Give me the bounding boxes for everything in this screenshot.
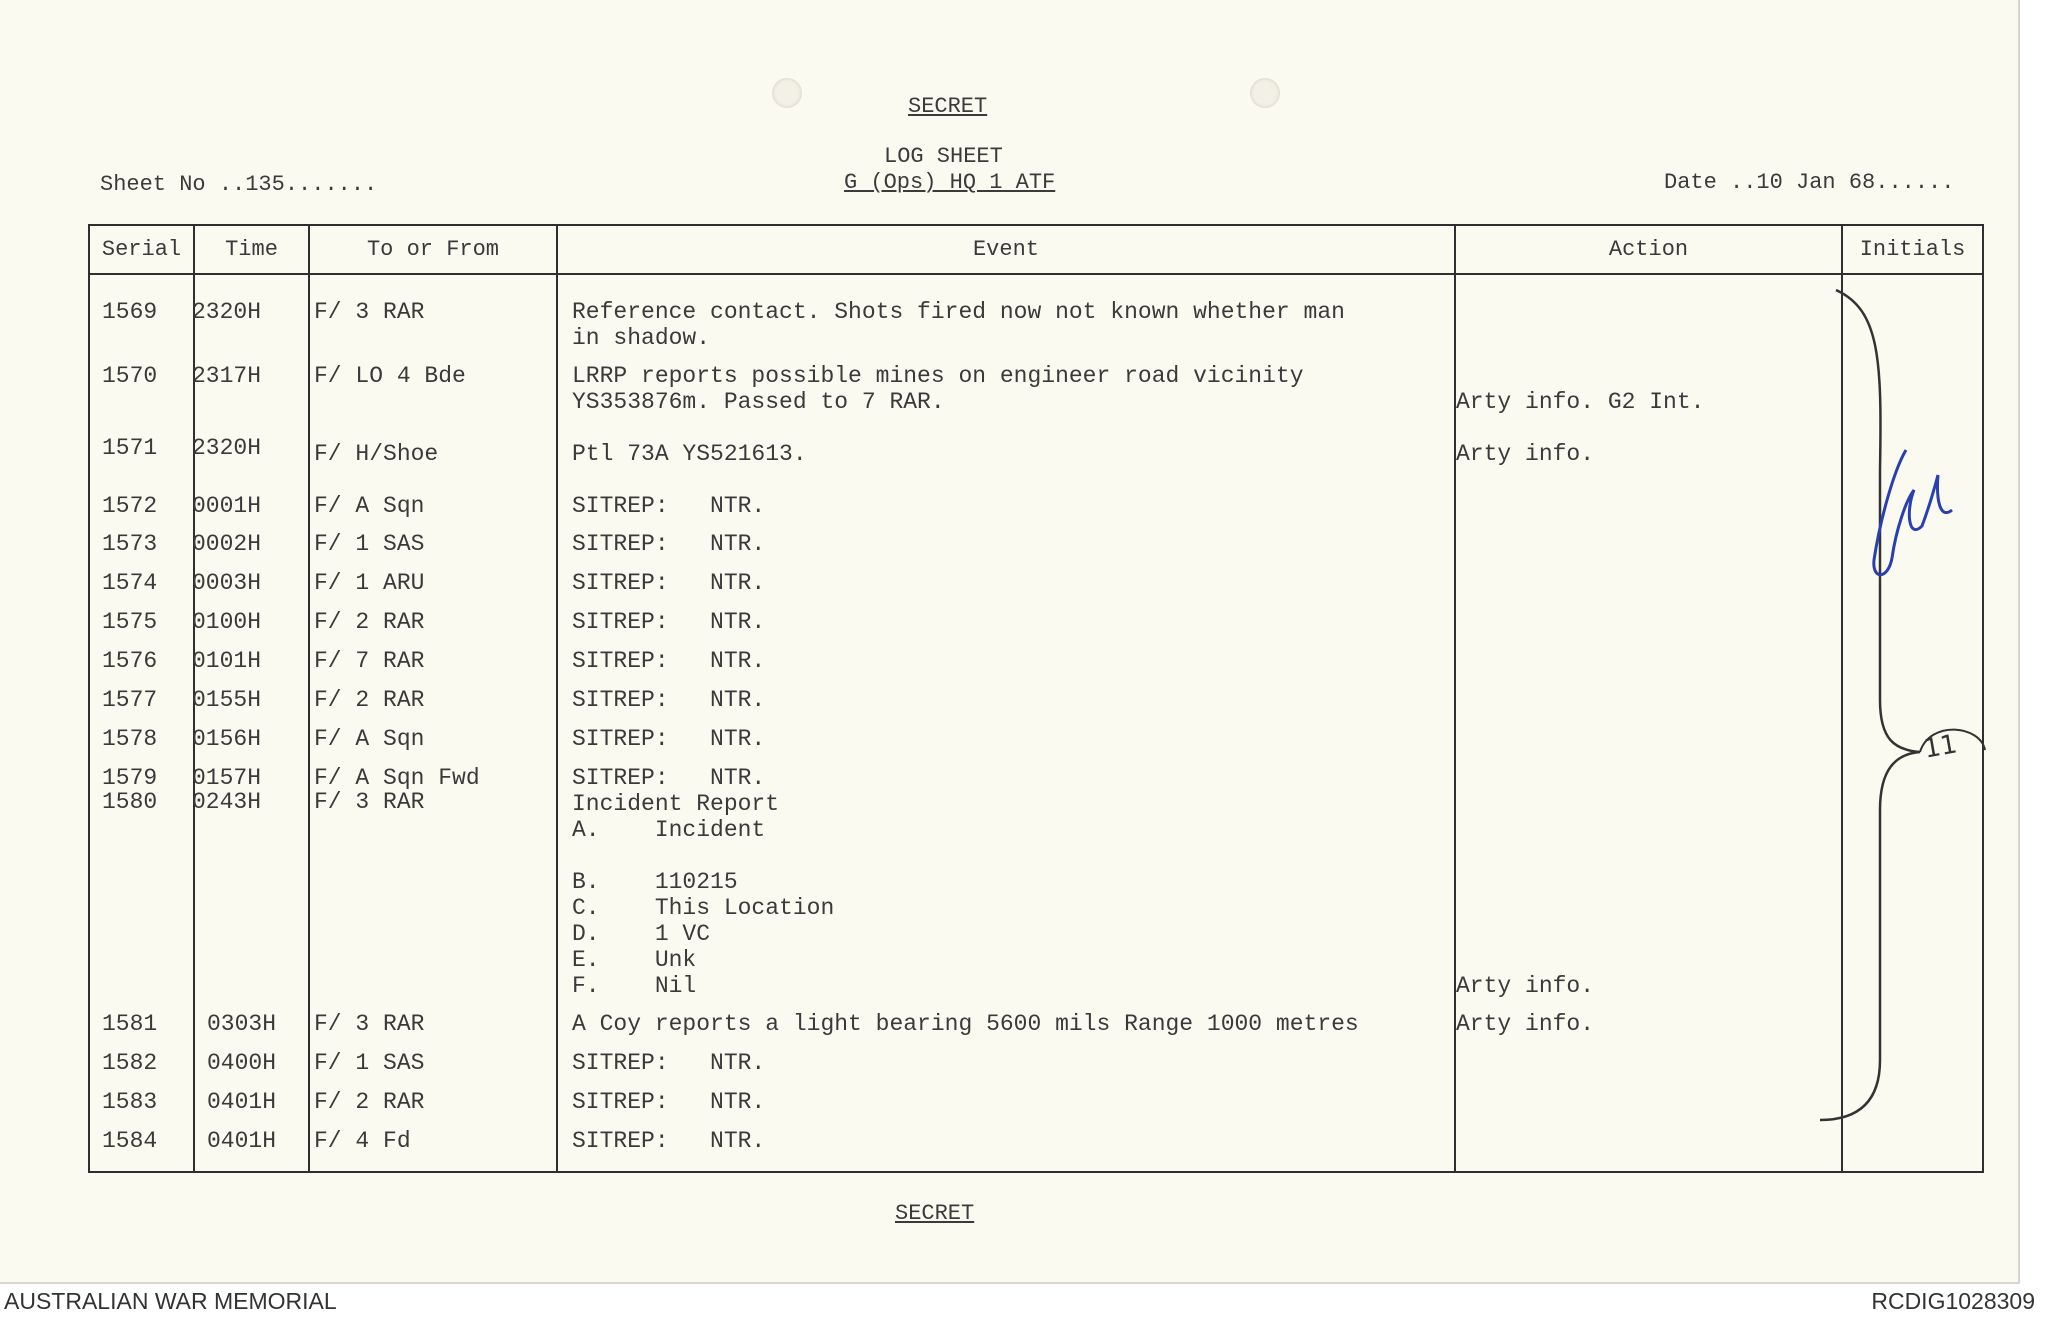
- sheet-title-line2: G (Ops) HQ 1 ATF: [844, 170, 1056, 195]
- row-event: SITREP: NTR.: [572, 609, 766, 635]
- row-time: 0400H: [207, 1050, 277, 1076]
- signature-icon: [1866, 430, 1956, 590]
- row-time: 0401H: [207, 1128, 277, 1154]
- row-event: SITREP: NTR.: [572, 570, 766, 596]
- row-time: 0156H: [192, 726, 262, 752]
- row-action: Arty info. G2 Int.: [1456, 389, 1705, 415]
- row-serial: 1573: [102, 531, 158, 557]
- row-time: 0100H: [192, 609, 262, 635]
- row-event: Ptl 73A YS521613.: [572, 441, 807, 467]
- col-header-serial: Serial: [101, 237, 182, 262]
- row-time: 0101H: [192, 648, 262, 674]
- row-serial: 1581: [102, 1011, 158, 1037]
- row-event: SITREP: NTR.: [572, 726, 766, 752]
- row-serial: 1584: [102, 1128, 158, 1154]
- row-serial: 1574: [102, 570, 158, 596]
- row-event: SITREP: NTR.: [572, 531, 766, 557]
- row-serial: 1569: [102, 299, 158, 325]
- row-time: 0001H: [192, 493, 262, 519]
- punch-hole-left: [772, 78, 802, 108]
- row-time: 0303H: [207, 1011, 277, 1037]
- row-event: A Coy reports a light bearing 5600 mils Range 1000 metres: [572, 1011, 1359, 1037]
- col-header-to-or-from: To or From: [366, 237, 500, 262]
- sheet-no-dots: .......: [284, 172, 378, 197]
- row-time: 0155H: [192, 687, 262, 713]
- col-header-action: Action: [1608, 237, 1689, 262]
- row-from: F/ A Sqn: [314, 726, 425, 752]
- row-from: F/ 2 RAR: [314, 687, 425, 713]
- initials-count: 11: [1921, 729, 1960, 765]
- col-header-event: Event: [972, 237, 1039, 262]
- row-event: SITREP: NTR.: [572, 1128, 766, 1154]
- row-from: F/ 4 Fd: [314, 1128, 411, 1154]
- row-action: Arty info.: [1456, 441, 1595, 467]
- table-header-border: [88, 273, 1984, 275]
- row-event: SITREP: NTR.: [572, 1050, 766, 1076]
- row-from: F/ A Sqn Fwd: [314, 765, 480, 791]
- row-from: F/ 7 RAR: [314, 648, 425, 674]
- footer-right: RCDIG1028309: [1871, 1288, 2035, 1314]
- row-time: 0157H: [192, 765, 262, 791]
- row-event: SITREP: NTR.: [572, 765, 766, 791]
- row-time: 2320H: [192, 435, 262, 461]
- row-serial: 1577: [102, 687, 158, 713]
- row-from: F/ H/Shoe: [314, 441, 439, 467]
- sheet-no-label: Sheet No ..: [100, 172, 246, 197]
- row-from: F/ LO 4 Bde: [314, 363, 466, 389]
- col-divider-2: [308, 224, 310, 1173]
- row-serial: 1580: [102, 789, 158, 815]
- row-time: 0243H: [192, 789, 262, 815]
- classification-top: SECRET: [908, 94, 988, 119]
- row-serial: 1582: [102, 1050, 158, 1076]
- sheet-title-line1: LOG SHEET: [884, 144, 1003, 169]
- row-from: F/ 3 RAR: [314, 1011, 425, 1037]
- date-label: Date ..: [1664, 170, 1757, 195]
- col-header-initials: Initials: [1859, 237, 1966, 262]
- date: [1664, 170, 1954, 196]
- row-time: 0003H: [192, 570, 262, 596]
- row-time: 0401H: [207, 1089, 277, 1115]
- row-serial: 1578: [102, 726, 158, 752]
- initials-signature: [1866, 430, 1956, 595]
- row-serial: 1583: [102, 1089, 158, 1115]
- row-event: Incident Report A. Incident B. 110215 C. This Location D. 1 VC E. Unk F. Nil: [572, 791, 835, 999]
- row-event: SITREP: NTR.: [572, 1089, 766, 1115]
- row-serial: 1571: [102, 435, 158, 461]
- row-from: F/ 2 RAR: [314, 609, 425, 635]
- date-dots: ......: [1875, 170, 1955, 195]
- row-serial: 1570: [102, 363, 158, 389]
- col-header-time: Time: [225, 237, 278, 262]
- row-event: LRRP reports possible mines on engineer road vicinity YS353876m. Passed to 7 RAR.: [572, 363, 1304, 415]
- row-serial: 1575: [102, 609, 158, 635]
- row-action: Arty info.: [1456, 1011, 1595, 1037]
- sheet-no: [100, 172, 377, 198]
- row-time: 0002H: [192, 531, 262, 557]
- row-serial: 1579: [102, 765, 158, 791]
- classification-bottom: SECRET: [895, 1201, 975, 1226]
- row-from: F/ 1 SAS: [314, 531, 425, 557]
- table-bottom-border: [88, 1171, 1984, 1173]
- punch-hole-right: [1250, 78, 1280, 108]
- row-from: F/ 3 RAR: [314, 789, 425, 815]
- row-serial: 1576: [102, 648, 158, 674]
- date-value: 10 Jan 68: [1756, 170, 1876, 195]
- row-from: F/ A Sqn: [314, 493, 425, 519]
- table-top-border: [88, 224, 1984, 226]
- row-from: F/ 3 RAR: [314, 299, 425, 325]
- col-divider-0: [88, 224, 90, 1173]
- row-time: 2320H: [192, 299, 262, 325]
- row-time: 2317H: [192, 363, 262, 389]
- row-event: SITREP: NTR.: [572, 648, 766, 674]
- row-from: F/ 1 ARU: [314, 570, 425, 596]
- row-event: Reference contact. Shots fired now not known whether man in shadow.: [572, 299, 1345, 351]
- handwritten-brace-annotation: [1820, 270, 2020, 1170]
- row-event: SITREP: NTR.: [572, 493, 766, 519]
- footer-left: AUSTRALIAN WAR MEMORIAL: [4, 1288, 337, 1314]
- row-serial: 1572: [102, 493, 158, 519]
- row-from: F/ 2 RAR: [314, 1089, 425, 1115]
- col-divider-3: [556, 224, 558, 1173]
- sheet-no-value: 135: [245, 172, 285, 197]
- row-action: Arty info.: [1456, 973, 1595, 999]
- row-from: F/ 1 SAS: [314, 1050, 425, 1076]
- row-event: SITREP: NTR.: [572, 687, 766, 713]
